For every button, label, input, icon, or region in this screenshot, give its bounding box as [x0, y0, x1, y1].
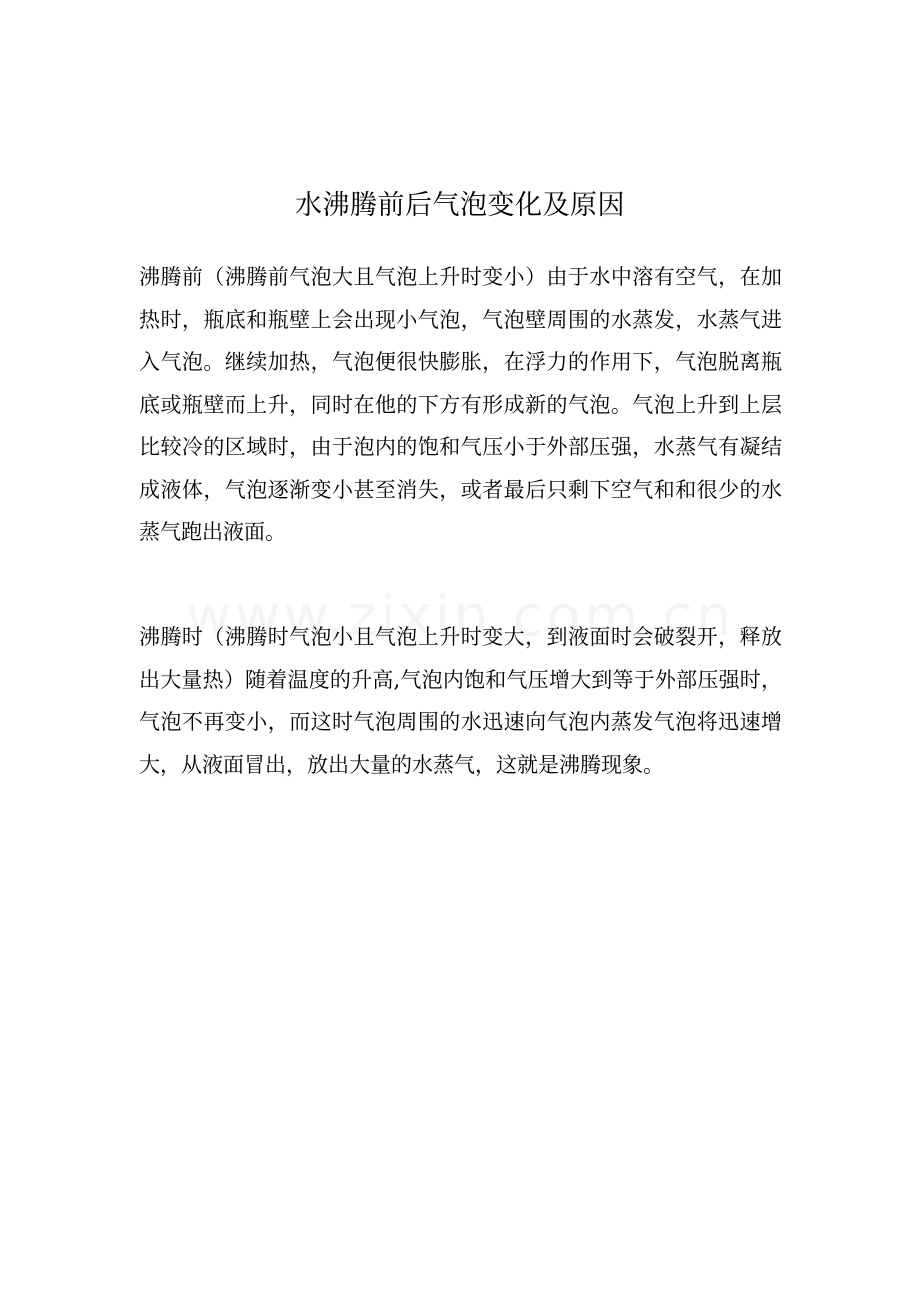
document-title: 水沸腾前后气泡变化及原因 — [295, 190, 625, 221]
paragraph-before-boiling: 沸腾前（沸腾前气泡大且气泡上升时变小）由于水中溶有空气，在加热时，瓶底和瓶壁上会出现小气泡，气泡壁周围的水蒸发，水蒸气进入气泡。继续加热，气泡便很快膨胀，在浮力的作用下，气泡脱离瓶底或瓶壁而上升，同时在他的下方有形成新的气泡。气泡上升到上层比较冷的区域时，由于泡内的饱和气压小于外部压强，水蒸气有凝结成液体，气泡逐渐变小甚至消失，或者最后只剩下空气和和很少的水蒸气跑出液面。 — [139, 265, 782, 544]
paragraph-during-boiling: 沸腾时（沸腾时气泡小且气泡上升时变大，到液面时会破裂开，释放出大量热）随着温度的升高,气泡内饱和气压增大到等于外部压强时，气泡不再变小，而这时气泡周围的水迅速向气泡内蒸发气泡将迅速增大，从液面冒出，放出大量的水蒸气，这就是沸腾现象。 — [139, 625, 782, 777]
